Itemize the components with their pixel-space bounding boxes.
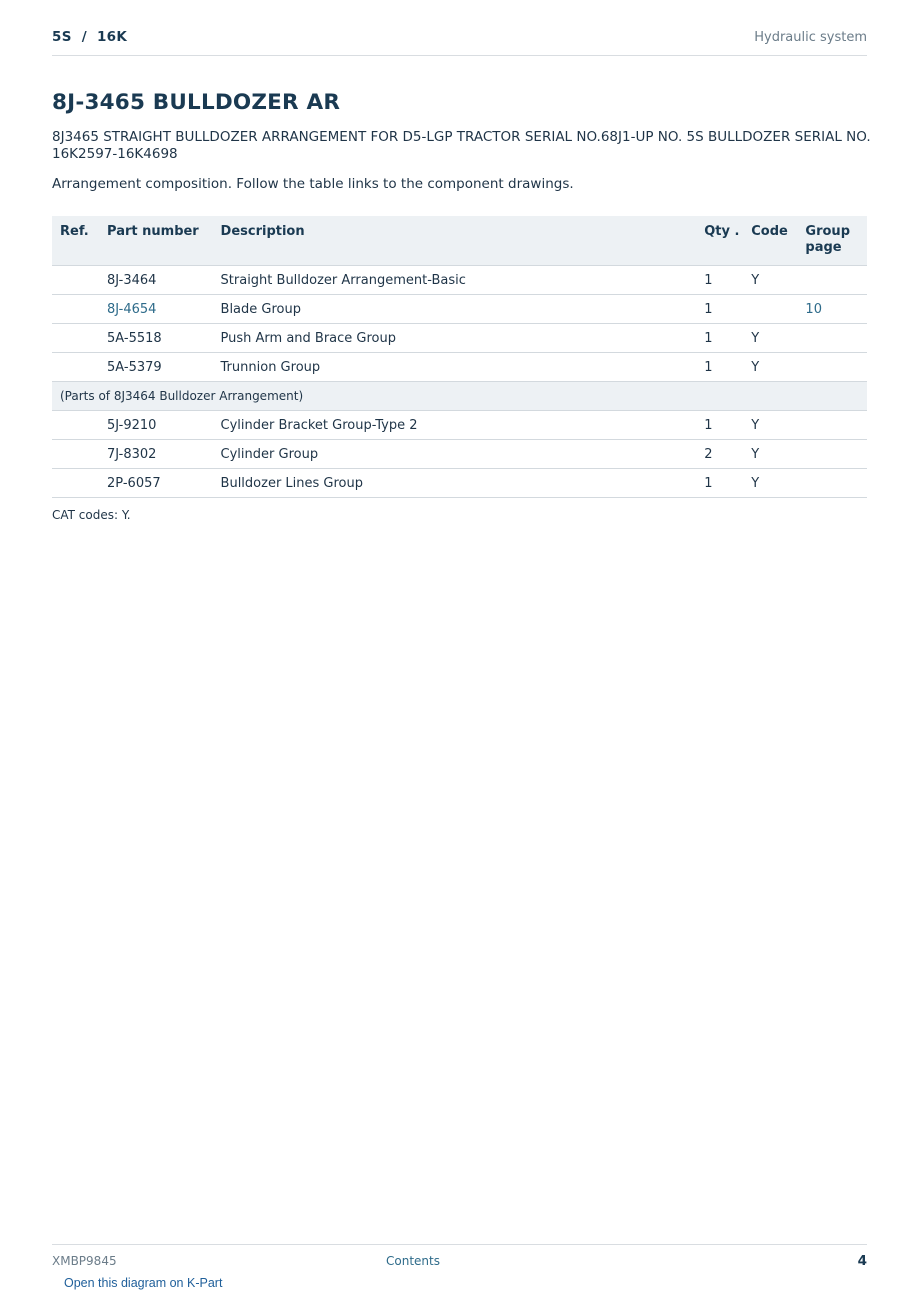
cell-code: Y xyxy=(743,266,797,295)
serial-prefix: 5S / 16K xyxy=(52,29,128,45)
cell-description: Blade Group xyxy=(213,295,697,324)
table-row xyxy=(52,440,867,469)
header-ref: Ref. xyxy=(52,216,99,266)
cell-ref xyxy=(52,469,99,498)
table-row xyxy=(52,353,867,382)
cell-description: Push Arm and Brace Group xyxy=(213,324,697,353)
cell-qty: 1 xyxy=(696,469,743,498)
header-qty: Qty . xyxy=(696,216,743,266)
cell-code: Y xyxy=(743,440,797,469)
cell-part-number: 5A-5518 xyxy=(99,324,213,353)
table-row xyxy=(52,295,867,324)
cell-ref xyxy=(52,266,99,295)
cell-part-number: 5A-5379 xyxy=(99,353,213,382)
cell-group-page xyxy=(797,469,867,498)
header-description: Description xyxy=(213,216,697,266)
cell-ref xyxy=(52,353,99,382)
table-row xyxy=(52,411,867,440)
cell-description: Trunnion Group xyxy=(213,353,697,382)
cat-codes-note: CAT codes: Y. xyxy=(52,508,131,522)
cell-group-page xyxy=(797,324,867,353)
cell-group-page xyxy=(797,353,867,382)
cell-group-page-link[interactable]: 10 xyxy=(797,295,867,324)
cell-code: Y xyxy=(743,353,797,382)
page-title: 8J-3465 BULLDOZER AR xyxy=(52,90,341,115)
page-footer xyxy=(52,1244,867,1275)
group-heading: (Parts of 8J3464 Bulldozer Arrangement) xyxy=(52,382,867,411)
header-group-page: Group page xyxy=(797,216,867,266)
cell-code: Y xyxy=(743,411,797,440)
contents-link[interactable]: Contents xyxy=(386,1254,440,1268)
cell-ref xyxy=(52,324,99,353)
table-row xyxy=(52,324,867,353)
cell-part-number: 5J-9210 xyxy=(99,411,213,440)
cell-description: Straight Bulldozer Arrangement-Basic xyxy=(213,266,697,295)
cell-part-number: 7J-8302 xyxy=(99,440,213,469)
cell-part-number-link[interactable]: 8J-4654 xyxy=(99,295,213,324)
cell-group-page xyxy=(797,266,867,295)
open-on-kpart-link[interactable]: Open this diagram on K-Part xyxy=(64,1276,223,1290)
parts-table xyxy=(52,216,867,498)
page-header xyxy=(52,28,867,56)
cell-part-number: 8J-3464 xyxy=(99,266,213,295)
section-name: Hydraulic system xyxy=(754,30,867,45)
group-heading-row xyxy=(52,382,867,411)
cell-group-page xyxy=(797,440,867,469)
table-row xyxy=(52,469,867,498)
cell-description: Bulldozer Lines Group xyxy=(213,469,697,498)
header-code: Code xyxy=(743,216,797,266)
page-number: 4 xyxy=(857,1253,867,1269)
document-code: XMBP9845 xyxy=(52,1254,117,1268)
cell-description: Cylinder Bracket Group-Type 2 xyxy=(213,411,697,440)
cell-qty: 2 xyxy=(696,440,743,469)
cell-ref xyxy=(52,440,99,469)
cell-ref xyxy=(52,411,99,440)
cell-qty: 1 xyxy=(696,353,743,382)
cell-qty: 1 xyxy=(696,295,743,324)
cell-ref xyxy=(52,295,99,324)
cell-code: Y xyxy=(743,324,797,353)
table-row xyxy=(52,266,867,295)
header-part-number: Part number xyxy=(99,216,213,266)
cell-qty: 1 xyxy=(696,266,743,295)
cell-description: Cylinder Group xyxy=(213,440,697,469)
cell-qty: 1 xyxy=(696,411,743,440)
cell-code: Y xyxy=(743,469,797,498)
cell-part-number: 2P-6057 xyxy=(99,469,213,498)
cell-group-page xyxy=(797,411,867,440)
cell-code xyxy=(743,295,797,324)
table-header-row xyxy=(52,216,867,266)
intro-text: Arrangement composition. Follow the table links to the component drawings. xyxy=(52,176,574,192)
cell-qty: 1 xyxy=(696,324,743,353)
arrangement-subtitle: 8J3465 STRAIGHT BULLDOZER ARRANGEMENT FOR D5-LGP TRACTOR SERIAL NO.68J1-UP NO. 5S BULLDOZER SERIAL NO. 16K2597-16K4698 xyxy=(52,129,871,162)
